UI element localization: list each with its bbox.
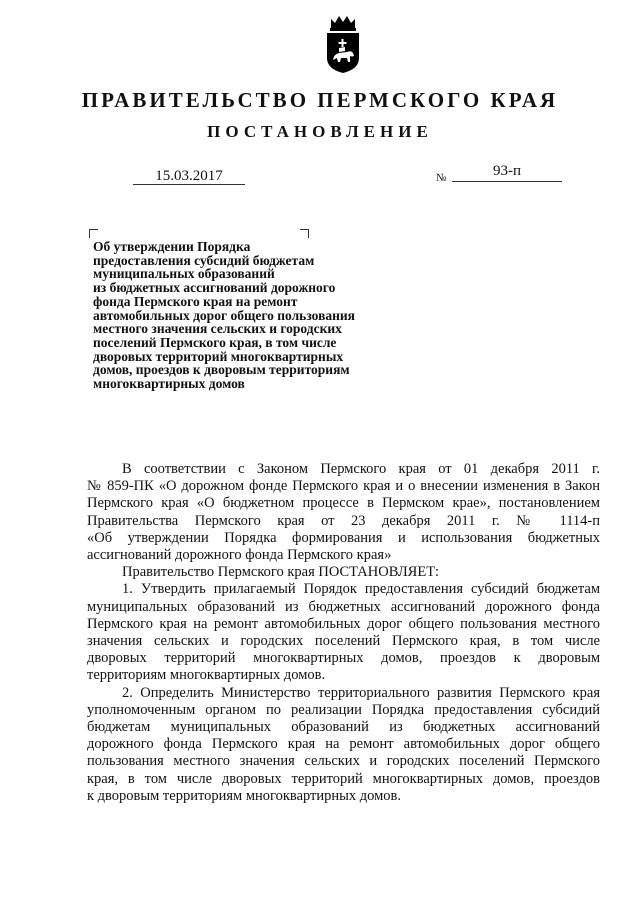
subject-line: поселений Пермского края, в том числе xyxy=(93,334,337,350)
body-line: 1. Утвердить прилагаемый Порядок предоставления субсидий бюджетам xyxy=(122,581,600,598)
body-line: муниципальных образований из бюджетных ассигнований дорожного фонда xyxy=(87,598,600,615)
body-line: Пермского края на ремонт автомобильных дорог общего пользования местного xyxy=(87,615,600,632)
body-line: края, в том числе дворовых территорий многоквартирных домов, проездов xyxy=(87,770,600,787)
body-line: ассигнований дорожного фонда Пермского края» xyxy=(87,547,392,564)
subject-line: автомобильных дорог общего пользования xyxy=(93,307,355,323)
body-line: пользования местного значения сельских и городских поселений Пермского xyxy=(87,753,600,770)
document-body xyxy=(87,461,600,805)
body-line: значения сельских и городских поселений Пермского края, в том числе xyxy=(87,633,600,650)
subject-line: дворовых территорий многоквартирных xyxy=(93,348,344,364)
subject-corner-mark-right xyxy=(300,229,309,238)
paragraph-item-1 xyxy=(87,581,600,684)
body-line: В соответствии с Законом Пермского края от 01 декабря 2011 г. xyxy=(122,461,600,477)
body-line: дворовых территорий многоквартирных домов, проездов к дворовым xyxy=(87,650,600,667)
document-subject xyxy=(93,240,393,391)
subject-line: предоставления субсидий бюджетам xyxy=(93,252,315,268)
subject-line: Об утверждении Порядка xyxy=(93,239,251,254)
subject-line: фонда Пермского края на ремонт xyxy=(93,293,298,309)
number-sign: № xyxy=(436,172,447,184)
body-line: Пермского края «О бюджетном процессе в Пермском крае», постановлением xyxy=(87,495,600,512)
government-title: ПРАВИТЕЛЬСТВО ПЕРМСКОГО КРАЯ xyxy=(81,88,559,112)
body-line: «Об утверждении Порядка формирования и использования бюджетных xyxy=(87,529,600,546)
paragraph-preamble xyxy=(87,461,600,564)
body-line: территориям многоквартирных домов. xyxy=(87,667,326,684)
subject-line: многоквартирных домов xyxy=(93,376,245,392)
perm-krai-coat-of-arms-icon xyxy=(323,14,363,74)
subject-line: муниципальных образований xyxy=(93,266,275,282)
subject-corner-mark-left xyxy=(89,229,98,238)
body-line: бюджетам муниципальных образований из бюджетных ассигнований xyxy=(87,719,600,736)
body-line: № 859-ПК «О дорожном фонде Пермского края и о внесении изменения в Закон xyxy=(87,478,600,495)
body-line: 2. Определить Министерство территориального развития Пермского края xyxy=(122,684,600,701)
subject-line: местного значения сельских и городских xyxy=(93,321,342,337)
body-line: к дворовым территориям многоквартирных домов. xyxy=(87,787,402,804)
document-date: 15.03.2017 xyxy=(133,168,245,185)
document-number: 93-п xyxy=(452,161,562,182)
body-line: дорожного фонда Пермского края на ремонт автомобильных дорог общего xyxy=(87,736,600,753)
paragraph-item-2 xyxy=(87,685,600,805)
body-line: уполномоченным органом по реализации Порядка предоставления субсидий xyxy=(87,701,600,718)
body-line: Правительства Пермского края от 23 декабря 2011 г. № 1114-п xyxy=(87,512,600,529)
document-type: ПОСТАНОВЛЕНИЕ xyxy=(207,122,433,141)
subject-line: домов, проездов к дворовым территориям xyxy=(93,362,350,378)
body-line: Правительство Пермского края ПОСТАНОВЛЯЕТ: xyxy=(122,564,440,581)
paragraph-resolves xyxy=(87,564,600,581)
subject-line: из бюджетных ассигнований дорожного xyxy=(93,280,336,296)
